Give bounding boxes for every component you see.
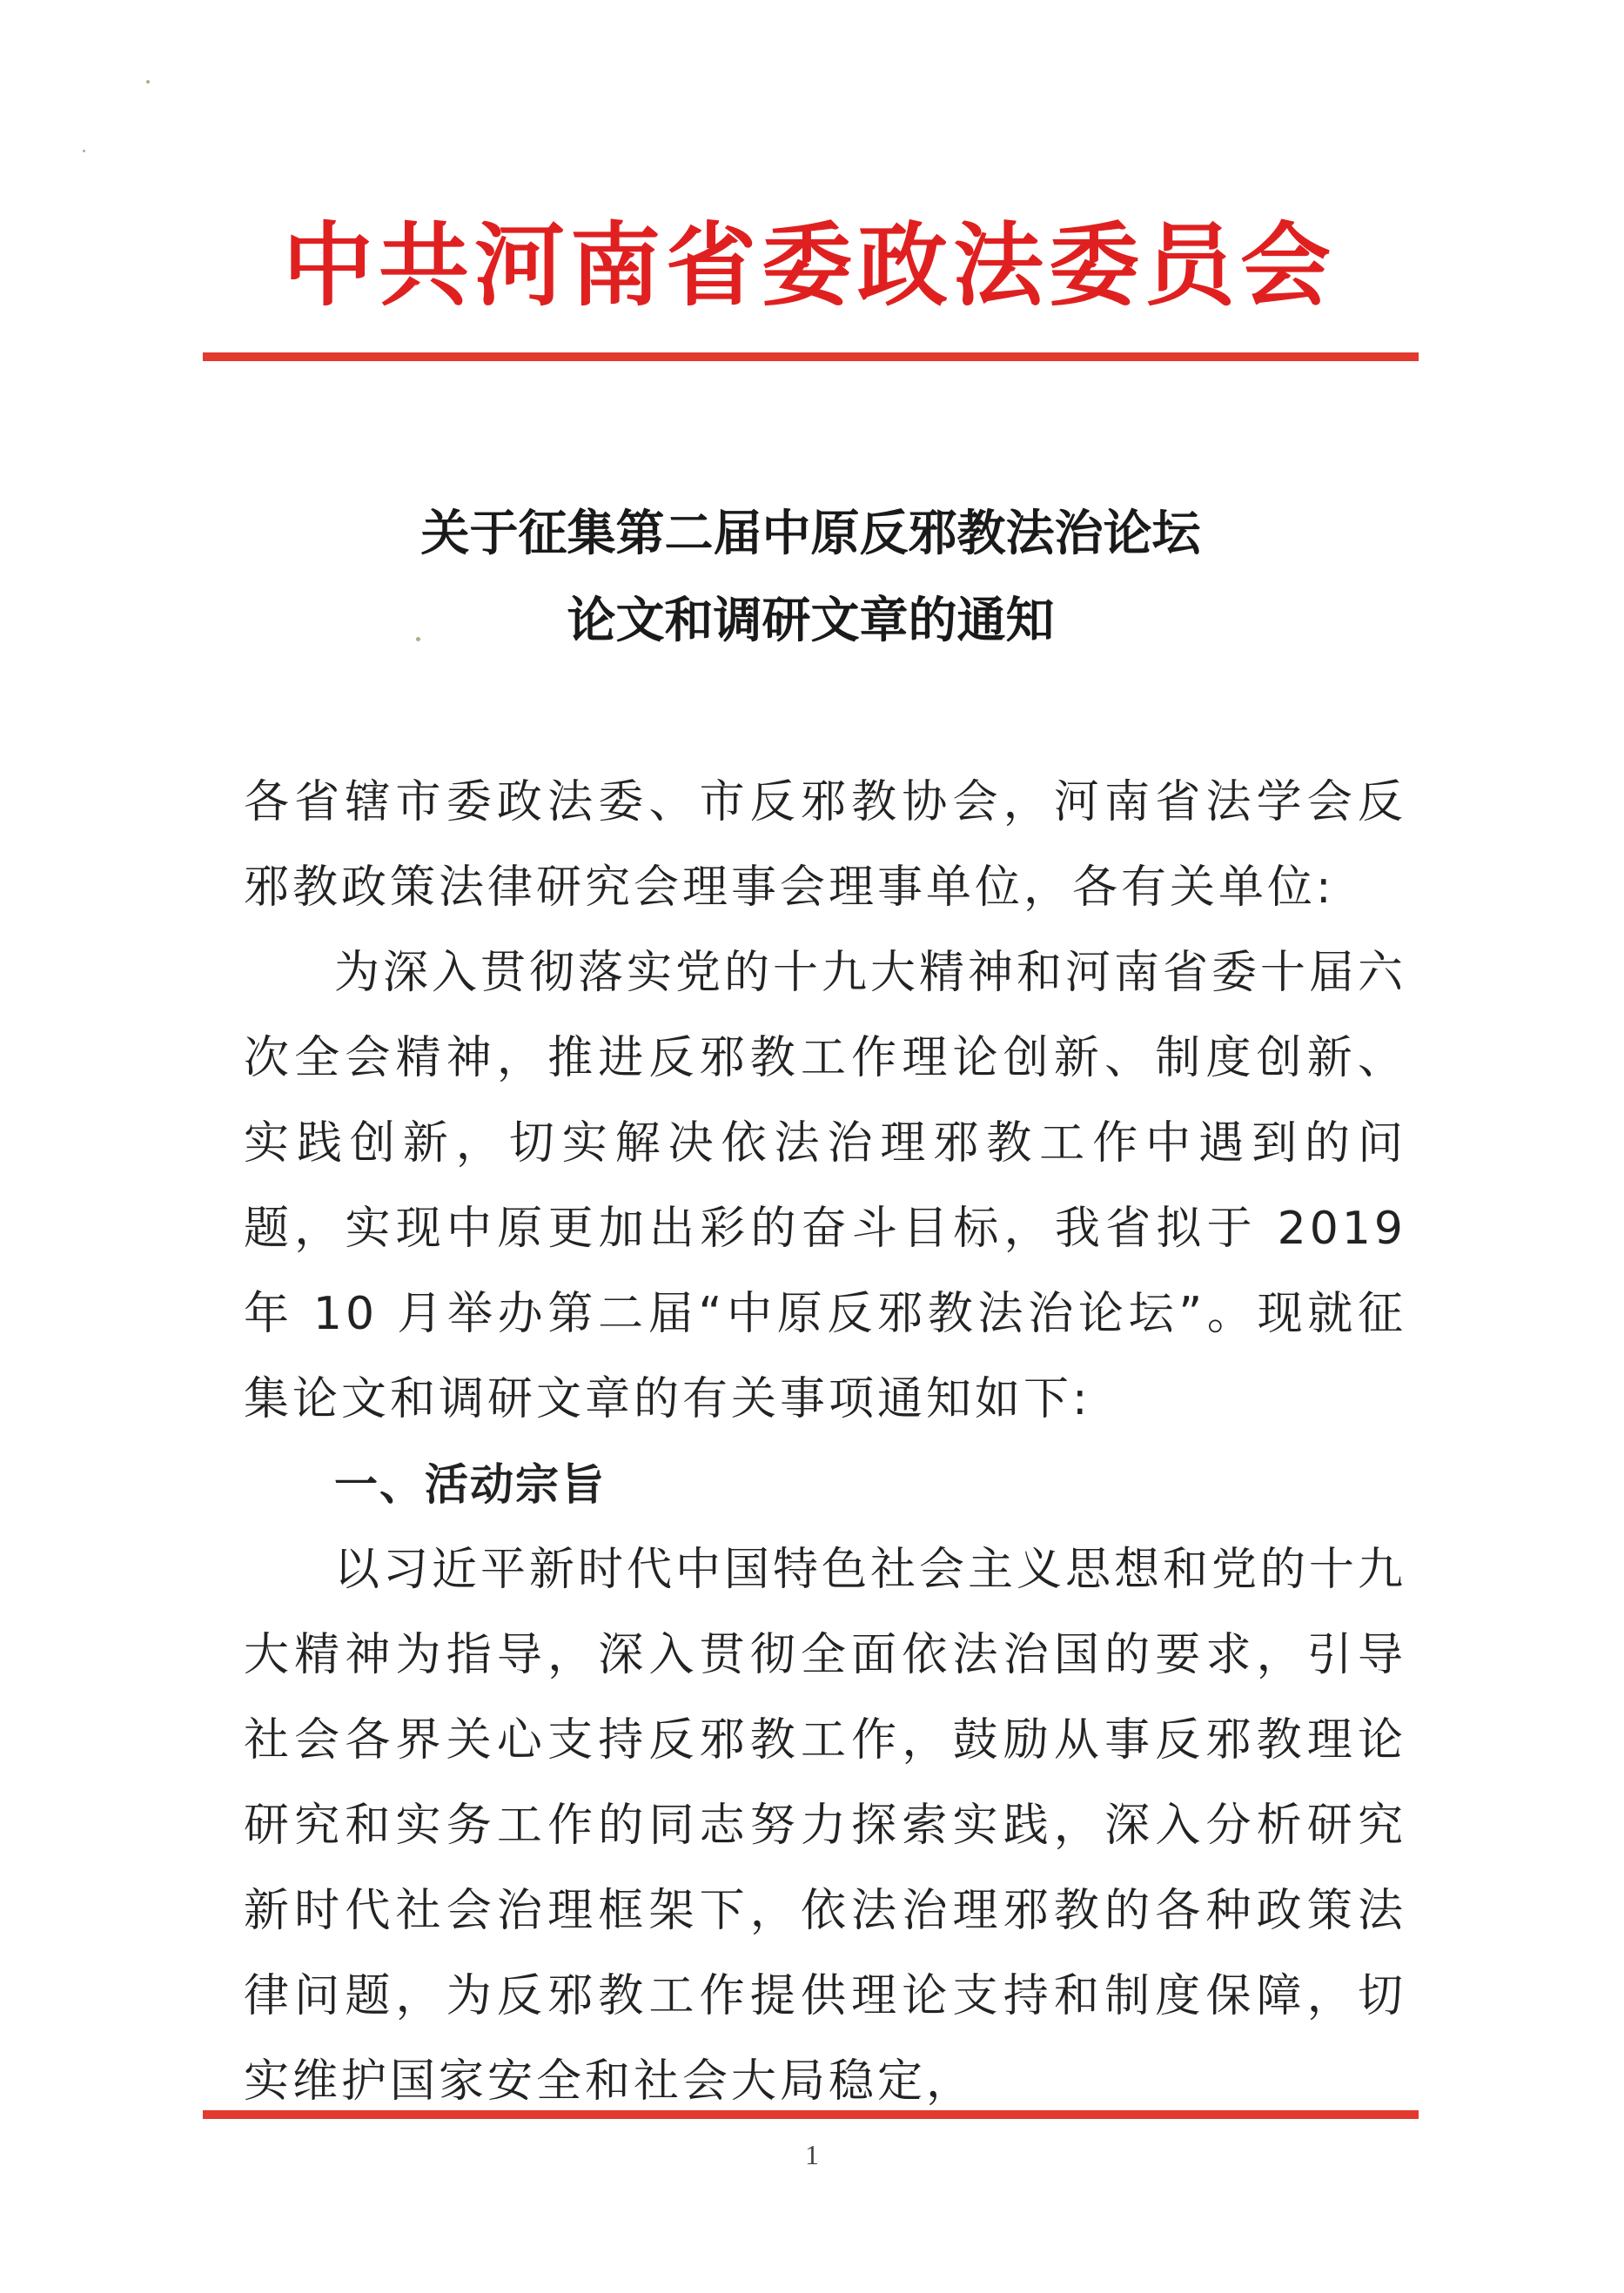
section-heading: 一、活动宗旨: [334, 1459, 606, 1510]
letterhead-organization: 中共河南省委政法委员会: [282, 211, 1336, 318]
letterhead-red-rule: [203, 352, 1419, 361]
scan-speck: [83, 150, 85, 152]
intro-paragraph: 为深入贯彻落实党的十九大精神和河南省委十届六次全会精神，推进反邪教工作理论创新、制度创新、实践创新，切实解决依法治理邪教工作中遇到的问题，实现中原更加出彩的奋斗目标，我省拟于 2019 年 10 月举办第二届“中原反邪教法治论坛”。现就征集论文和调研文章的有关事项通知如下:: [244, 947, 1407, 1425]
section-paragraph: 以习近平新时代中国特色社会主义思想和党的十九大精神为指导，深入贯彻全面依法治国的要求，引导社会各界关心支持反邪教工作，鼓励从事反邪教理论研究和实务工作的同志努力探索实践，深入分析研究新时代社会治理框架下，依法治理邪教的各种政策法律问题，为反邪教工作提供理论支持和制度保障，切实维护国家安全和社会大局稳定，: [244, 1544, 1407, 2108]
document-title-line-1: 关于征集第二届中原反邪教法治论坛: [420, 505, 1201, 562]
document-title-line-2: 论文和调研文章的通知: [567, 592, 1055, 649]
footer-red-rule: [203, 2110, 1419, 2119]
page-number: 1: [805, 2139, 819, 2170]
scan-speck: [146, 80, 150, 84]
scan-speck: [416, 637, 420, 641]
document-body: [244, 760, 1406, 2124]
salutation: 各省辖市委政法委、市反邪教协会，河南省法学会反邪教政策法律研究会理事会理事单位，各有关单位:: [244, 776, 1406, 914]
